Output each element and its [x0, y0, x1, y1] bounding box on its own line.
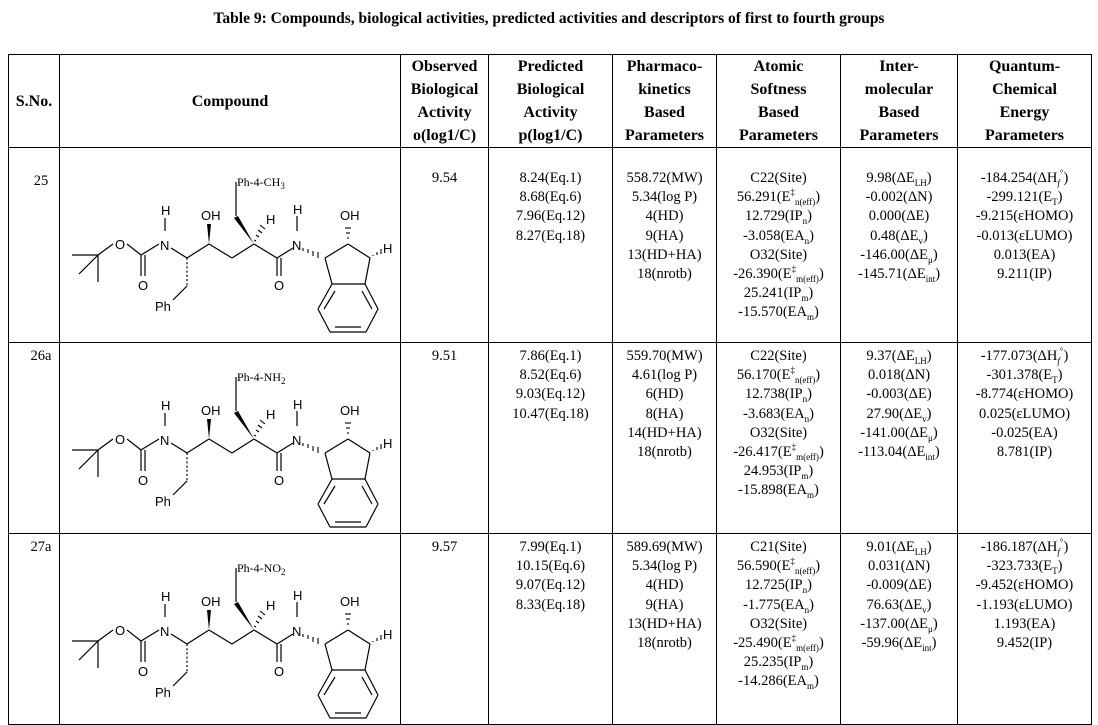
pharmaco-cell	[613, 343, 717, 534]
inter-e: -0.003(ΔE)	[866, 386, 932, 403]
pharmaco-value: 559.70(MW)	[626, 348, 703, 364]
quantum-homo: -9.452(εHOMO)	[975, 577, 1074, 594]
pharmaco-value: 5.34(log P)	[631, 558, 698, 575]
atomic-ip-n: $12.725(IP_n)$	[745, 577, 812, 596]
table-title: Table 9: Compounds, biological activities, predicted activities and descriptors of first to fourth groups	[213, 10, 885, 27]
atom-Ph: Ph	[155, 299, 171, 314]
quantum-ip: 9.211(IP)	[997, 266, 1052, 283]
atomic-site-n: C21(Site)	[750, 539, 807, 555]
table-row	[9, 534, 1092, 725]
header-line: Parameters	[859, 127, 939, 144]
atom-N: N	[292, 433, 302, 448]
header-line: Softness	[750, 81, 807, 98]
header-line: p(log1/C)	[518, 127, 583, 144]
quantum-ip: 9.452(IP)	[996, 635, 1053, 652]
predicted-value: 9.07(Eq.12)	[515, 577, 586, 594]
header-line: Observed	[411, 58, 478, 75]
inter-v: $0.48(\Delta E_v)$	[870, 227, 928, 246]
sno-value: 27a	[30, 539, 52, 555]
predicted-value: 7.86(Eq.1)	[519, 348, 582, 364]
inter-e: 0.000(ΔE)	[868, 208, 930, 225]
wedge-bond	[234, 411, 254, 439]
atomic-ip-n: $12.738(IP_n)$	[745, 386, 812, 405]
predicted-value: 8.27(Eq.18)	[515, 227, 586, 244]
inter-n: -0.002(ΔN)	[865, 189, 933, 206]
header-line: Quantum-	[988, 58, 1061, 75]
substituent-label: $Ph-4-NO_2$	[237, 561, 286, 577]
pharmaco-value: 9(HA)	[645, 596, 684, 613]
atom-N: N	[160, 433, 170, 448]
atomic-e-m: $-25.490(E^\ddagger_{m(eff)})$	[733, 633, 824, 653]
data-table	[8, 54, 1092, 725]
atomic-ea-n: $-3.058(EA_n)$	[743, 227, 814, 246]
predicted-cell	[489, 148, 613, 343]
atom-H: H	[383, 241, 393, 256]
atom-OH: OH	[201, 208, 221, 223]
header-line: Energy	[999, 104, 1050, 121]
inter-v: $76.63(\Delta E_v)$	[866, 596, 932, 615]
quantum-ea: 1.193(EA)	[993, 615, 1056, 632]
atom-O: O	[274, 664, 285, 679]
atom-O: O	[115, 432, 126, 447]
quantum-homo: -8.774(εHOMO)	[975, 386, 1074, 403]
wedge-bond	[207, 224, 211, 244]
quantum-cell	[958, 148, 1092, 343]
atomic-e-n: $56.291(E^\ddagger_{n(eff)})$	[736, 187, 821, 208]
observed-value: 9.51	[431, 348, 458, 364]
header-pharmaco	[613, 55, 717, 148]
atom-H: H	[266, 212, 276, 227]
quantum-lumo: 0.025(εLUMO)	[978, 405, 1071, 422]
quantum-hf: $-177.073(\Delta H_f^\circ)$	[980, 346, 1069, 366]
header-line: Parameters	[984, 127, 1065, 144]
pharmaco-value: 4(HD)	[645, 577, 684, 594]
atom-O: O	[138, 664, 149, 679]
atomic-site-m: O32(Site)	[749, 424, 808, 441]
inter-int: $-145.71(\Delta E_{int})$	[857, 266, 941, 284]
atom-N: N	[160, 238, 170, 253]
pharmaco-value: 13(HD+HA)	[627, 246, 702, 263]
atom-O: O	[274, 473, 285, 488]
inter-lh: $9.37(\Delta E_{LH})$	[866, 348, 932, 366]
pharmaco-value: 4.61(log P)	[631, 367, 698, 384]
atom-H: H	[161, 589, 171, 604]
atomic-ea-m: $-14.286(EA_m)$	[738, 673, 819, 692]
pharmaco-value: 13(HD+HA)	[627, 615, 702, 632]
pharmaco-value: 18(nrotb)	[637, 266, 692, 283]
predicted-value: 8.52(Eq.6)	[519, 367, 582, 384]
pharmaco-value: 589.69(MW)	[626, 539, 703, 555]
pharmaco-value: 9(HA)	[645, 227, 684, 244]
atom-H: H	[383, 627, 393, 642]
quantum-cell	[958, 534, 1092, 725]
pharmaco-value: 558.72(MW)	[626, 170, 703, 186]
atom-N: N	[292, 624, 302, 639]
observed-cell	[401, 534, 489, 725]
header-line: Biological	[516, 81, 585, 98]
header-line: o(log1/C)	[412, 127, 477, 144]
atom-N: N	[292, 238, 302, 253]
inter-int: $-59.96(\Delta E_{int})$	[861, 635, 937, 653]
header-line: Activity	[523, 104, 578, 121]
header-atomic	[717, 55, 841, 148]
predicted-value: 10.15(Eq.6)	[515, 558, 586, 575]
chemical-structure	[60, 148, 400, 338]
header-line: Parameters	[624, 127, 705, 144]
quantum-cell	[958, 343, 1092, 534]
observed-value: 9.57	[431, 539, 458, 555]
atomic-cell	[717, 343, 841, 534]
atom-H: H	[161, 203, 171, 218]
atom-Ph: Ph	[155, 494, 171, 509]
header-quantum	[958, 55, 1092, 148]
atom-H: H	[266, 598, 276, 613]
chemical-structure	[60, 343, 400, 533]
atom-H: H	[266, 407, 276, 422]
quantum-hf: $-186.187(\Delta H_f^\circ)$	[980, 537, 1069, 557]
pharmaco-value: 6(HD)	[645, 386, 684, 403]
inter-lh: $9.01(\Delta E_{LH})$	[866, 539, 932, 557]
atom-OH: OH	[340, 208, 360, 223]
header-line: Based	[644, 104, 685, 121]
atomic-cell	[717, 148, 841, 343]
header-row	[9, 55, 1092, 148]
atomic-ip-n: $12.729(IP_n)$	[745, 208, 812, 227]
wedge-bond	[207, 610, 211, 630]
atom-H: H	[293, 588, 303, 603]
predicted-value: 8.24(Eq.1)	[519, 170, 582, 186]
quantum-et: $-299.121(E_T)$	[986, 189, 1063, 208]
atom-O: O	[138, 278, 149, 293]
wedge-bond	[207, 419, 211, 439]
header-line: kinetics	[638, 81, 691, 98]
inter-int: $-113.04(\Delta E_{int})$	[858, 444, 940, 462]
atomic-site-m: O32(Site)	[749, 246, 808, 263]
header-line: Pharmaco-	[626, 58, 703, 75]
header-predicted	[489, 55, 613, 148]
atom-H: H	[161, 398, 171, 413]
atomic-e-m: $-26.390(E^\ddagger_{m(eff)})$	[733, 264, 824, 284]
atomic-ip-m: $24.953(IP_m)$	[743, 463, 814, 482]
atomic-site-n: C22(Site)	[750, 348, 807, 364]
atom-OH: OH	[340, 594, 360, 609]
pharmaco-value: 18(nrotb)	[637, 444, 692, 461]
inter-cell	[841, 343, 958, 534]
compound-cell	[60, 534, 401, 725]
quantum-ea: -0.025(EA)	[991, 424, 1058, 441]
atom-OH: OH	[201, 594, 221, 609]
atomic-site-m: O32(Site)	[749, 615, 808, 632]
quantum-ea: 0.013(EA)	[993, 246, 1056, 263]
header-line: molecular	[864, 81, 934, 98]
compound-cell	[60, 148, 401, 343]
sno-cell	[9, 343, 60, 534]
observed-cell	[401, 343, 489, 534]
atomic-ea-n: $-1.775(EA_n)$	[743, 596, 814, 615]
atom-H: H	[293, 397, 303, 412]
observed-value: 9.54	[431, 170, 458, 186]
predicted-value: 8.68(Eq.6)	[519, 189, 582, 206]
pharmaco-value: 18(nrotb)	[637, 635, 692, 652]
pharmaco-value: 5.34(log P)	[631, 189, 698, 206]
atomic-ea-m: $-15.898(EA_m)$	[738, 482, 819, 501]
atom-O: O	[115, 237, 126, 252]
atomic-ea-n: $-3.683(EA_n)$	[743, 405, 814, 424]
atom-N: N	[160, 624, 170, 639]
inter-cell	[841, 534, 958, 725]
sno-cell	[9, 148, 60, 343]
substituent-label: $Ph-4-CH_3$	[237, 175, 285, 191]
inter-n: 0.031(ΔN)	[867, 558, 931, 575]
header-line: Inter-	[879, 58, 919, 75]
pharmaco-value: 4(HD)	[645, 208, 684, 225]
compound-cell	[60, 343, 401, 534]
sno-value: 26a	[30, 348, 52, 364]
quantum-ip: 8.781(IP)	[996, 444, 1053, 461]
atom-H: H	[383, 436, 393, 451]
header-line: Based	[878, 104, 920, 121]
atom-OH: OH	[340, 403, 360, 418]
wedge-bond	[234, 602, 254, 630]
predicted-value: 7.99(Eq.1)	[519, 539, 582, 555]
atomic-ip-m: $25.241(IP_m)$	[743, 285, 814, 304]
atom-OH: OH	[201, 403, 221, 418]
predicted-value: 9.03(Eq.12)	[515, 386, 586, 403]
observed-cell	[401, 148, 489, 343]
quantum-lumo: -1.193(εLUMO)	[976, 596, 1073, 613]
quantum-homo: -9.215(εHOMO)	[975, 208, 1074, 225]
pharmaco-cell	[613, 148, 717, 343]
inter-mu: $-137.00(\Delta E_\mu)$	[860, 615, 938, 634]
pharmaco-value: 14(HD+HA)	[627, 424, 702, 441]
table-row	[9, 343, 1092, 534]
atomic-cell	[717, 534, 841, 725]
atomic-ip-m: $25.235(IP_m)$	[743, 654, 814, 673]
predicted-value: 7.96(Eq.12)	[515, 208, 586, 225]
pharmaco-value: 8(HA)	[645, 405, 684, 422]
inter-e: -0.009(ΔE)	[866, 577, 932, 594]
chemical-structure	[60, 534, 400, 724]
header-line: Chemical	[992, 81, 1057, 98]
atom-O: O	[115, 623, 126, 638]
inter-n: 0.018(ΔN)	[867, 367, 931, 384]
atomic-e-n: $56.170(E^\ddagger_{n(eff)})$	[736, 365, 821, 386]
atom-H: H	[293, 202, 303, 217]
atomic-e-n: $56.590(E^\ddagger_{n(eff)})$	[736, 556, 821, 577]
predicted-value: 10.47(Eq.18)	[512, 405, 589, 422]
header-line: Activity	[417, 104, 472, 121]
inter-cell	[841, 148, 958, 343]
atom-O: O	[274, 278, 285, 293]
header-inter	[841, 55, 958, 148]
header-observed	[401, 55, 489, 148]
atomic-ea-m: $-15.570(EA_m)$	[738, 304, 819, 323]
atomic-site-n: C22(Site)	[750, 170, 807, 186]
sno-value: 25	[33, 173, 49, 189]
predicted-cell	[489, 343, 613, 534]
inter-mu: $-146.00(\Delta E_\mu)$	[860, 246, 938, 265]
header-line: Based	[758, 104, 799, 121]
pharmaco-cell	[613, 534, 717, 725]
quantum-lumo: -0.013(εLUMO)	[976, 227, 1073, 244]
inter-mu: $-141.00(\Delta E_\mu)$	[860, 424, 938, 443]
atom-O: O	[138, 473, 149, 488]
inter-v: $27.90(\Delta E_v)$	[866, 405, 932, 424]
header-sno: S.No.	[9, 55, 60, 148]
wedge-bond	[234, 216, 254, 244]
substituent-label: $Ph-4-NH_2$	[237, 370, 286, 386]
table-row	[9, 148, 1092, 343]
predicted-cell	[489, 534, 613, 725]
inter-lh: $9.98(\Delta E_{LH})$	[866, 170, 932, 188]
header-compound: Compound	[60, 55, 401, 148]
header-line: Predicted	[517, 58, 584, 75]
quantum-et: $-323.733(E_T)$	[986, 558, 1063, 577]
atomic-e-m: $-26.417(E^\ddagger_{m(eff)})$	[733, 442, 824, 462]
quantum-et: $-301.378(E_T)$	[986, 367, 1063, 386]
sno-cell	[9, 534, 60, 725]
quantum-hf: $-184.254(\Delta H_f^\circ)$	[980, 168, 1069, 188]
atom-Ph: Ph	[155, 685, 171, 700]
header-line: Biological	[410, 81, 479, 98]
predicted-value: 8.33(Eq.18)	[515, 596, 586, 613]
header-line: Parameters	[738, 127, 819, 144]
header-line: Atomic	[753, 58, 804, 75]
